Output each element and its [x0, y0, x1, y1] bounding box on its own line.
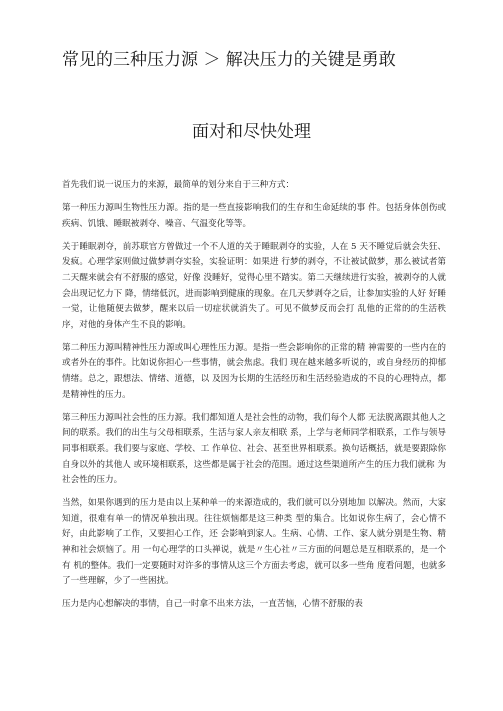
paragraph-stress-definition: 压力是内心想解决的事情，自己一时拿不出来方法，一直苦恼，心情不舒服的表	[62, 599, 363, 610]
paragraph-combined-stressors: 当然，如果你遇到的压力是由以上某种单一的来源造成的，我们就可以分别地加 以解决。然而，大家知道，很难有单一的情况单独出现。往往烦恼都是这三种类 型的集合。比如说你生病了，会心情不好，由此影响了工作，又要担心工作，还 会影响到家人。生病、心情、工作、家人就分别是生物、精神和社会烦恼了。用 一句心理学的口头禅说，就是〃生心社〃三方面的问题总是互相联系的，是一个有 机的整体。我们一定要随时对许多的事情从这三个方面去考虑，就可以多一些角 度看问题，也就多了一些理解，少了一些困扰。	[62, 498, 446, 587]
paragraph-social-stressor: 第三种压力源叫社会性的压力源。我们都知道人是社会性的动物，我们每个人都 无法脱离跟其他人之间的联系。我们的出生与父母相联系，生活与家人亲友相联 系，上学与老师同学相联系，工作与领导同事相联系。我们要与家庭、学校、工 作单位、社会、甚至世界相联系。换句话概括，就是要跟除你自身以外的其他人 或环境相联系，这些都是属于社会的范围。通过这些渠道所产生的压力我们就称 为社会性的压力。	[62, 412, 446, 486]
document-body	[62, 178, 446, 620]
paragraph-mental-stressor: 第二种压力源叫精神性压力源或叫心理性压力源。是指一些会影响你的正常的精 神需要的一些内在的或者外在的事件。比如说你担心一些事情，就会焦虑。我们 现在越来越多听说的，或自身经历的抑郁情绪。总之，跟想法、情绪、道德，以 及因为长期的生活经历和生活经验造成的不良的心理特点，都是精神性的压力。	[62, 342, 446, 400]
paragraph-biological-stressor: 第一种压力源叫生物性压力源。指的是一些直接影响我们的生存和生命延续的事 件。包括身体创伤或疾病、饥饿、睡眠被剥夺、噪音、气温变化等等。	[62, 203, 446, 229]
paragraph-sleep-deprivation: 关于睡眠剥夺，前苏联官方曾做过一个不人道的关于睡眠剥夺的实验，人在 5 天不睡觉后就会失狂、发疯。心理学家则做过做梦剥夺实验，实验证明：如果进 行梦的剥夺，不让被试做梦，那么被试者第二天醒来就会有不舒服的感觉，好像 没睡好，觉得心里不踏实。第二天继续进行实验，被剥夺的人就会出现记忆力下 降，情绪低沉，进而影响到健康的现象。在几天梦剥夺之后，让参加实验的人好 好睡一觉，让他随便去做梦，醒来以后一切症状就消失了。可见不做梦反而会打 乱他的正常的的生活秩序，对他的身体产生不良的影响。	[62, 241, 446, 330]
document-title: 常见的三种压力源 ＞ 解决压力的关键是勇敢	[62, 50, 396, 70]
paragraph-intro: 首先我们说一说压力的来源，最简单的划分来自于三种方式：	[62, 180, 295, 190]
document-subtitle: 面对和尽快处理	[192, 122, 311, 142]
